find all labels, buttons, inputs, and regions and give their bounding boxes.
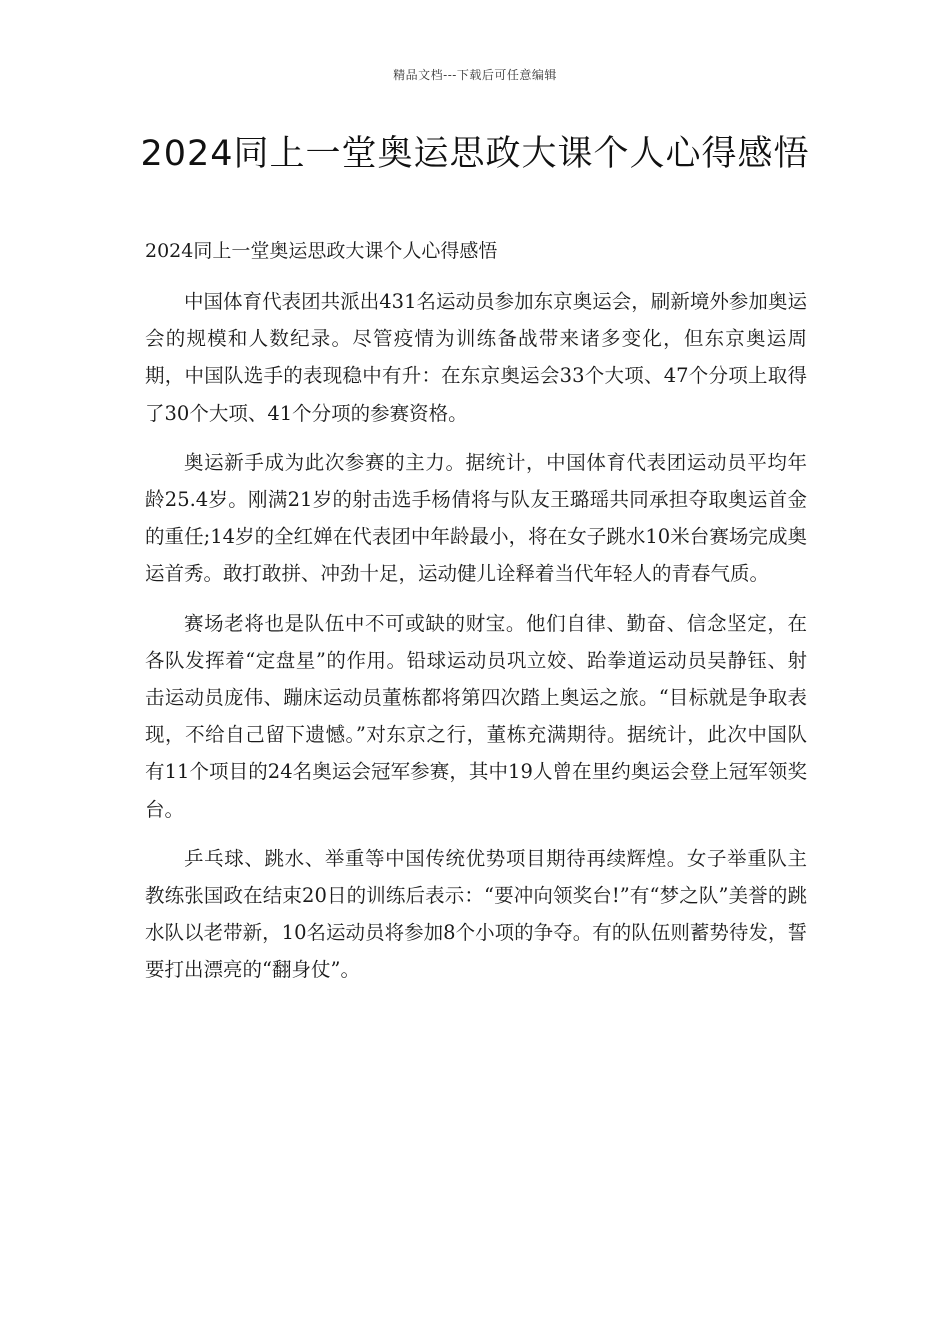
document-body	[145, 283, 807, 1001]
body-paragraph: 赛场老将也是队伍中不可或缺的财宝。他们自律、勤奋、信念坚定，在各队发挥着“定盘星”的作用。铅球运动员巩立姣、跆拳道运动员吴静钰、射击运动员庞伟、蹦床运动员董栋都将第四次踏上奥运之旅。“目标就是争取表现，不给自己留下遗憾。”对东京之行，董栋充满期待。据统计，此次中国队有11个项目的24名奥运会冠军参赛，其中19人曾在里约奥运会登上冠军领奖台。	[145, 611, 807, 821]
body-paragraph: 中国体育代表团共派出431名运动员参加东京奥运会，刷新境外参加奥运会的规模和人数纪录。尽管疫情为训练备战带来诸多变化，但东京奥运周期，中国队选手的表现稳中有升：在东京奥运会33个大项、47个分项上取得了30个大项、41个分项的参赛资格。	[145, 290, 807, 425]
body-paragraph: 奥运新手成为此次参赛的主力。据统计，中国体育代表团运动员平均年龄25.4岁。刚满21岁的射击选手杨倩将与队友王璐瑶共同承担夺取奥运首金的重任;14岁的全红婵在代表团中年龄最小，将在女子跳水10米台赛场完成奥运首秀。敢打敢拼、冲劲十足，运动健儿诠释着当代年轻人的青春气质。	[145, 450, 807, 586]
document-subtitle: 2024同上一堂奥运思政大课个人心得感悟	[145, 240, 498, 262]
body-paragraph: 乒乓球、跳水、举重等中国传统优势项目期待再续辉煌。女子举重队主教练张国政在结束20日的训练后表示：“要冲向领奖台!”有“梦之队”美誉的跳水队以老带新，10名运动员将参加8个小项的争夺。有的队伍则蓄势待发，誓要打出漂亮的“翻身仗”。	[145, 846, 807, 982]
document-title: 2024同上一堂奥运思政大课个人心得感悟	[140, 134, 810, 174]
header-note: 精品文档---下载后可任意编辑	[393, 68, 557, 82]
